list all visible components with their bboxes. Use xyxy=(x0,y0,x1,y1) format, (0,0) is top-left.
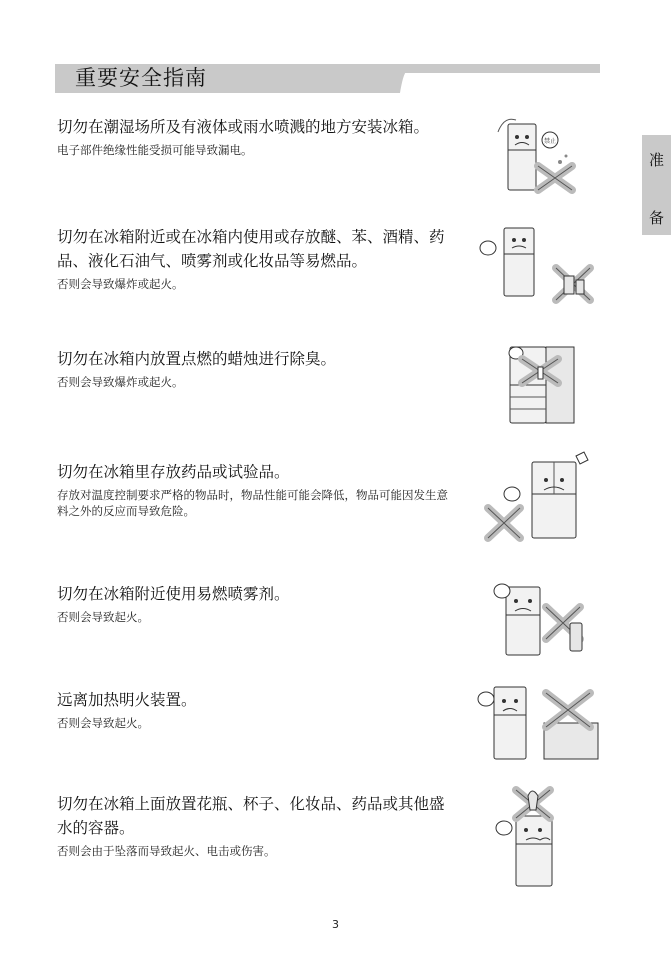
fridge-flammables-prohibited-icon xyxy=(474,218,596,304)
safety-item xyxy=(57,688,457,731)
safety-item-desc: 否则会导致爆炸或起火。 xyxy=(57,277,184,291)
safety-item-title: 切勿在潮湿场所及有液体或雨水喷溅的地方安装冰箱。 xyxy=(57,118,430,136)
page-title: 重要安全指南 xyxy=(75,66,207,90)
safety-item xyxy=(57,460,457,519)
safety-item-desc: 否则会导致起火。 xyxy=(57,716,149,730)
chapter-tab-char: 准 xyxy=(648,151,664,169)
safety-item xyxy=(57,347,457,390)
chapter-tab-char: 备 xyxy=(648,209,664,227)
safety-item-desc: 存放对温度控制要求严格的物品时，物品性能可能会降低，物品可能因发生意料之外的反应而导致危险。 xyxy=(57,488,448,518)
safety-item-desc: 否则会导致起火。 xyxy=(57,610,149,624)
safety-item xyxy=(57,225,457,292)
page-number: 3 xyxy=(332,918,339,931)
fridge-heater-prohibited-icon xyxy=(474,679,602,763)
fridge-spray-prohibited-icon xyxy=(490,573,590,659)
safety-item xyxy=(57,115,457,158)
fridge-candle-prohibited-icon xyxy=(500,337,582,427)
svg-text:禁止: 禁止 xyxy=(544,138,557,145)
safety-item xyxy=(57,582,457,625)
safety-item-title: 切勿在冰箱附近或在冰箱内使用或存放醚、苯、酒精、药品、液化石油气、喷雾剂或化妆品等易燃品。 xyxy=(57,228,445,270)
safety-item-desc: 电子部件绝缘性能受损可能导致漏电。 xyxy=(57,143,253,157)
safety-item-desc: 否则会由于坠落而导致起火、电击或伤害。 xyxy=(57,844,276,858)
safety-item-desc: 否则会导致爆炸或起火。 xyxy=(57,375,184,389)
fridge-water-splash-prohibited-icon xyxy=(490,112,585,194)
safety-item-title: 切勿在冰箱内放置点燃的蜡烛进行除臭。 xyxy=(57,350,337,368)
chapter-tab xyxy=(642,135,671,235)
fridge-vase-on-top-prohibited-icon xyxy=(494,782,578,890)
safety-item xyxy=(57,792,457,859)
section-header xyxy=(55,64,600,93)
safety-item-title: 切勿在冰箱上面放置花瓶、杯子、化妆品、药品或其他盛水的容器。 xyxy=(57,795,445,837)
safety-item-title: 切勿在冰箱里存放药品或试验品。 xyxy=(57,463,290,481)
safety-item-title: 切勿在冰箱附近使用易燃喷雾剂。 xyxy=(57,585,290,603)
safety-item-title: 远离加热明火装置。 xyxy=(57,691,197,709)
fridge-medicine-prohibited-icon xyxy=(484,450,596,544)
